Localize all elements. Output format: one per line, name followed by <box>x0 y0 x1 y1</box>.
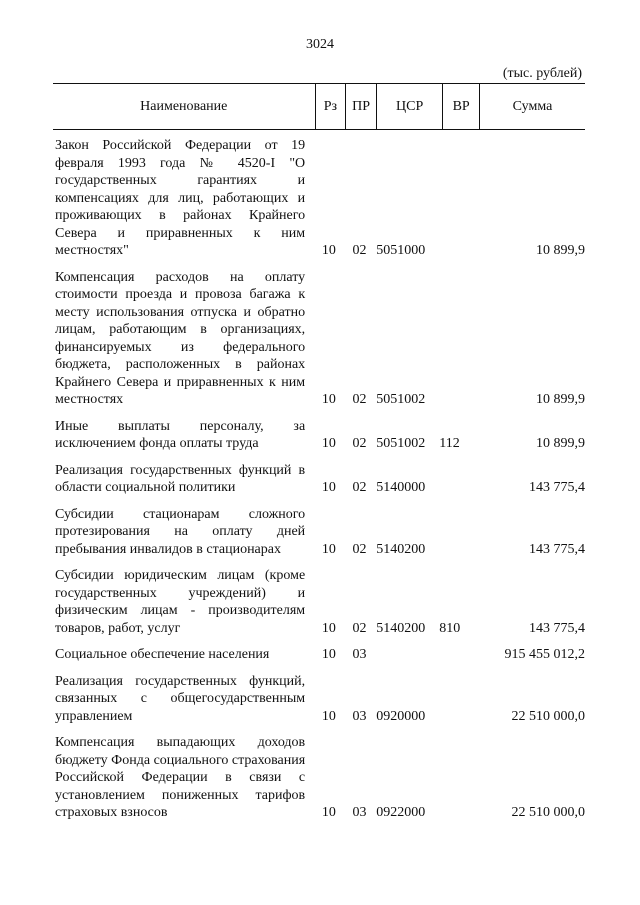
row-vr: 112 <box>439 436 460 451</box>
row-csr: 5140200 <box>376 620 426 636</box>
row-sum: 10 899,9 <box>536 243 585 258</box>
row-rz: 10 <box>321 480 336 495</box>
row-sum: 10 899,9 <box>536 392 585 407</box>
row-name: Реализация государственных функций, связанных с общегосударственным управлением <box>55 673 306 724</box>
table-header <box>53 83 585 130</box>
row-name: Социальное обеспечение населения <box>55 647 270 662</box>
row-name: Субсидии юридическим лицам (кроме государственных учреждений) и физическим лицам - производителям товаров, работ, услуг <box>55 568 306 636</box>
table-row <box>53 269 585 409</box>
row-csr: 0922000 <box>376 805 426 820</box>
row-rz: 10 <box>321 392 336 407</box>
row-rz: 10 <box>321 647 336 662</box>
row-rz: 10 <box>321 708 336 724</box>
row-rz: 10 <box>321 805 336 820</box>
row-csr: 5051000 <box>376 243 426 258</box>
row-pr: 02 <box>352 480 367 495</box>
row-name: Субсидии стационарам сложного протезирования на оплату дней пребывания инвалидов в стационарах <box>55 506 306 557</box>
row-sum: 143 775,4 <box>529 480 585 495</box>
row-rz: 10 <box>321 620 336 636</box>
row-csr: 5140200 <box>376 541 426 557</box>
row-pr: 02 <box>352 541 367 557</box>
header-csr: ЦСР <box>376 84 442 129</box>
row-pr: 02 <box>352 243 367 258</box>
row-sum: 143 775,4 <box>529 620 585 636</box>
row-rz: 10 <box>321 541 336 557</box>
table-row <box>53 418 585 453</box>
table-row <box>53 673 585 726</box>
row-csr: 0920000 <box>376 708 426 724</box>
row-csr: 5051002 <box>376 436 426 451</box>
row-pr: 03 <box>352 647 367 662</box>
row-pr: 03 <box>352 805 367 820</box>
row-rz: 10 <box>321 436 336 451</box>
row-pr: 02 <box>352 436 367 451</box>
row-name: Иные выплаты персоналу, за исключением фонда оплаты труда <box>55 418 306 451</box>
page-number: 3024 <box>306 37 334 52</box>
units-label: (тыс. рублей) <box>502 66 582 81</box>
table-row <box>53 506 585 559</box>
table-row <box>53 137 585 260</box>
row-pr: 02 <box>352 620 367 636</box>
table-row <box>53 462 585 497</box>
row-sum: 22 510 000,0 <box>511 805 585 820</box>
header-pr: ПР <box>345 84 376 129</box>
row-name: Компенсация выпадающих доходов бюджету Фонда социального страхования Российской Федерации в связи с установлением пониженных тарифов страховых взносов <box>55 735 306 820</box>
header-sum: Сумма <box>479 84 585 129</box>
row-vr: 810 <box>439 620 461 636</box>
row-pr: 02 <box>352 392 367 407</box>
table-row <box>53 646 585 664</box>
table-row <box>53 734 585 822</box>
row-csr: 5051002 <box>376 392 426 407</box>
header-name: Наименование <box>140 98 228 114</box>
row-rz: 10 <box>321 243 336 258</box>
row-sum: 143 775,4 <box>529 541 585 557</box>
row-sum: 10 899,9 <box>536 436 585 451</box>
row-name: Закон Российской Федерации от 19 февраля 1993 года № 4520-I "О государственных гарантиях и компенсациях для лиц, работающих и проживающих в районах Крайнего Севера и приравненных к ним местностях" <box>55 138 306 258</box>
table-body <box>53 137 585 831</box>
row-csr: 5140000 <box>376 480 426 495</box>
header-vr: ВР <box>442 84 479 129</box>
table-row <box>53 567 585 637</box>
row-sum: 22 510 000,0 <box>511 708 585 724</box>
row-name: Компенсация расходов на оплату стоимости проезда и провоза багажа к месту использования отпуска и обратно лицам, работающим в организациях, финансируемых из федерального бюджета, расположенных в районах Крайнего Севера и приравненных к ним местностях <box>55 269 306 407</box>
header-rz: Рз <box>315 84 346 129</box>
row-pr: 03 <box>352 708 367 724</box>
row-name: Реализация государственных функций в области социальной политики <box>55 462 306 495</box>
row-sum: 915 455 012,2 <box>504 647 585 662</box>
